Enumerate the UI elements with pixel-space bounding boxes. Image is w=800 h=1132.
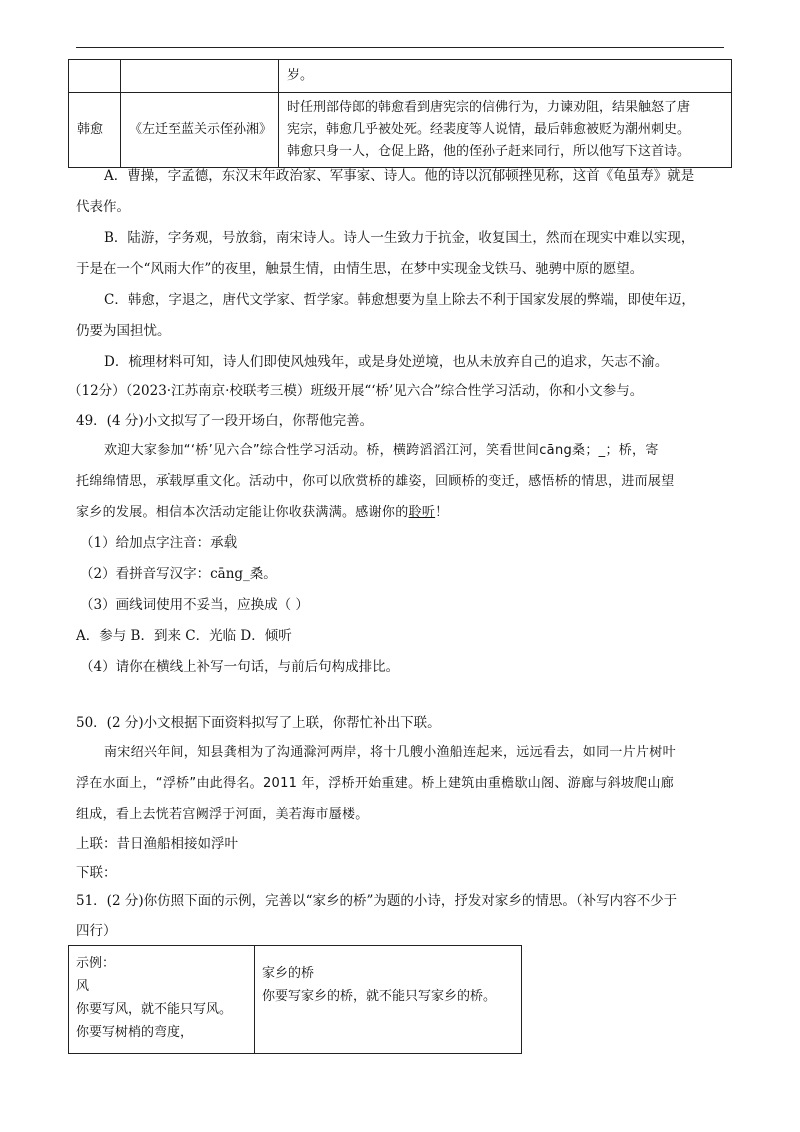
dotted-char: 载	[223, 535, 238, 551]
background-cell	[279, 93, 732, 168]
q50-para-line2: 浮在水面上，“浮桥”由此得名。2011 年，浮桥开始重建。桥上建筑由重檐歇山阁、游廊与斜坡爬山廊	[76, 776, 675, 791]
q51-stem-line2: 四行）	[76, 923, 117, 939]
q49-sub4: （4）请你在横线上补写一句话，与前后句构成排比。	[80, 659, 400, 675]
q49-sub2: （2）看拼音写汉字：cāng_桑。	[80, 566, 277, 582]
q50-para-line3: 组成，看上去恍若宫阙浮于河面，美若海市蜃楼。	[76, 807, 369, 822]
poem-example-table	[68, 945, 522, 1054]
text-span: 托绵绵情思，	[76, 474, 156, 489]
option-a-line1: A．曹操，字孟德，东汉末年政治家、军事家、诗人。他的诗以沉郁顿挫见称，这首《龟虽寿》就是	[104, 168, 695, 184]
q49-sub3: （3）画线词使用不妥当，应换成（ ）	[80, 597, 309, 613]
q50-upper-couplet: 上联：昔日渔船相接如浮叶	[76, 836, 238, 852]
q49-para-line2	[76, 473, 675, 491]
option-a-line2: 代表作。	[76, 199, 130, 215]
example-title: 风	[76, 979, 90, 994]
background-line: 韩愈只身一人，仓促上路，他的侄孙子赶来同行，所以他写下这首诗。	[287, 144, 691, 159]
option-c-line2: 仍要为国担忧。	[76, 323, 171, 339]
background-line: 时任刑部侍郎的韩愈看到唐宪宗的信佛行为，力谏劝阻，结果触怒了唐	[287, 100, 691, 115]
underlined-word: 聆听	[408, 505, 436, 520]
table-cell	[69, 60, 121, 93]
text-span: 家乡的发展。相信本次活动定能让你收获满满。感谢你的	[76, 505, 409, 520]
example-label: 示例：	[76, 956, 116, 971]
background-line: 宪宗，韩愈几乎被处死。经裴度等人说情，最后韩愈被贬为潮州刺史。	[287, 122, 691, 137]
example-cell	[69, 946, 255, 1054]
text-span: ！	[435, 505, 449, 520]
table-row	[69, 946, 522, 1054]
table-row	[69, 60, 732, 93]
section-intro: （12分）（2023·江苏南京·校联考三模）班级开展“‘桥’见六合”综合性学习活动，你和小文参与。	[68, 383, 644, 399]
q49-sub1	[80, 534, 237, 552]
answer-cell	[255, 946, 522, 1054]
header-rule	[76, 47, 724, 48]
q49-para-line1: 欢迎大家参加“‘桥’见六合”综合性学习活动。桥，横跨滔滔江河，笑看世间cāng桑；_；桥，寄	[104, 443, 659, 458]
poem-background-table	[68, 59, 732, 168]
q50-para-line1: 南宋绍兴年间，知县龚相为了沟通滁河两岸，将十几艘小渔船连起来，远远看去，如同一片片树叶	[104, 745, 676, 760]
table-cell	[121, 60, 279, 93]
q51-stem-line1: 51．(2 分)你仿照下面的示例，完善以“家乡的桥”为题的小诗，抒发对家乡的情思。（补写内容不少于	[76, 893, 678, 909]
q50-lower-couplet: 下联：	[76, 865, 117, 881]
option-d-line1: D．梳理材料可知，诗人们即使风烛残年，或是身处逆境，也从未放弃自己的追求，矢志不渝。	[104, 354, 669, 370]
q49-sub3-options: A．参与 B．到来 C．光临 D．倾听	[76, 628, 292, 644]
q49-stem: 49．(4 分)小文拟写了一段开场白，你帮他完善。	[76, 413, 374, 429]
poem-line: 你要写家乡的桥，就不能只写家乡的桥。	[262, 989, 497, 1004]
q50-stem: 50．(2 分)小文根据下面资料拟写了上联，你帮忙补出下联。	[76, 715, 441, 731]
table-row	[69, 93, 732, 168]
poem-title-cell: 《左迁至蓝关示侄孙湘》	[121, 93, 279, 168]
poem-title: 家乡的桥	[262, 966, 315, 981]
example-line: 你要写树梢的弯度，	[76, 1025, 194, 1040]
table-cell: 岁。	[279, 60, 732, 93]
option-b-line1: B．陆游，字务观，号放翁，南宋诗人。诗人一生致力于抗金，收复国土，然而在现实中难以实现，	[104, 230, 695, 246]
option-c-line1: C．韩愈，字退之，唐代文学家、哲学家。韩愈想要为皇上除去不利于国家发展的弊端，即使年迈，	[104, 292, 695, 308]
text-span: （1）给加点字注音：承	[80, 535, 224, 551]
text-span: 厚重文化。活动中，你可以欣赏桥的雄姿，回顾桥的变迁，感悟桥的情思，进而展望	[182, 474, 675, 489]
dotted-word: 承载	[155, 474, 183, 489]
example-line: 你要写风，就不能只写风。	[76, 1002, 233, 1017]
author-cell: 韩愈	[69, 93, 121, 168]
option-b-line2: 于是在一个“风雨大作”的夜里，触景生情，由情生思，在梦中实现金戈铁马、驰骋中原的愿望。	[76, 261, 644, 277]
q49-para-line3	[76, 504, 448, 522]
